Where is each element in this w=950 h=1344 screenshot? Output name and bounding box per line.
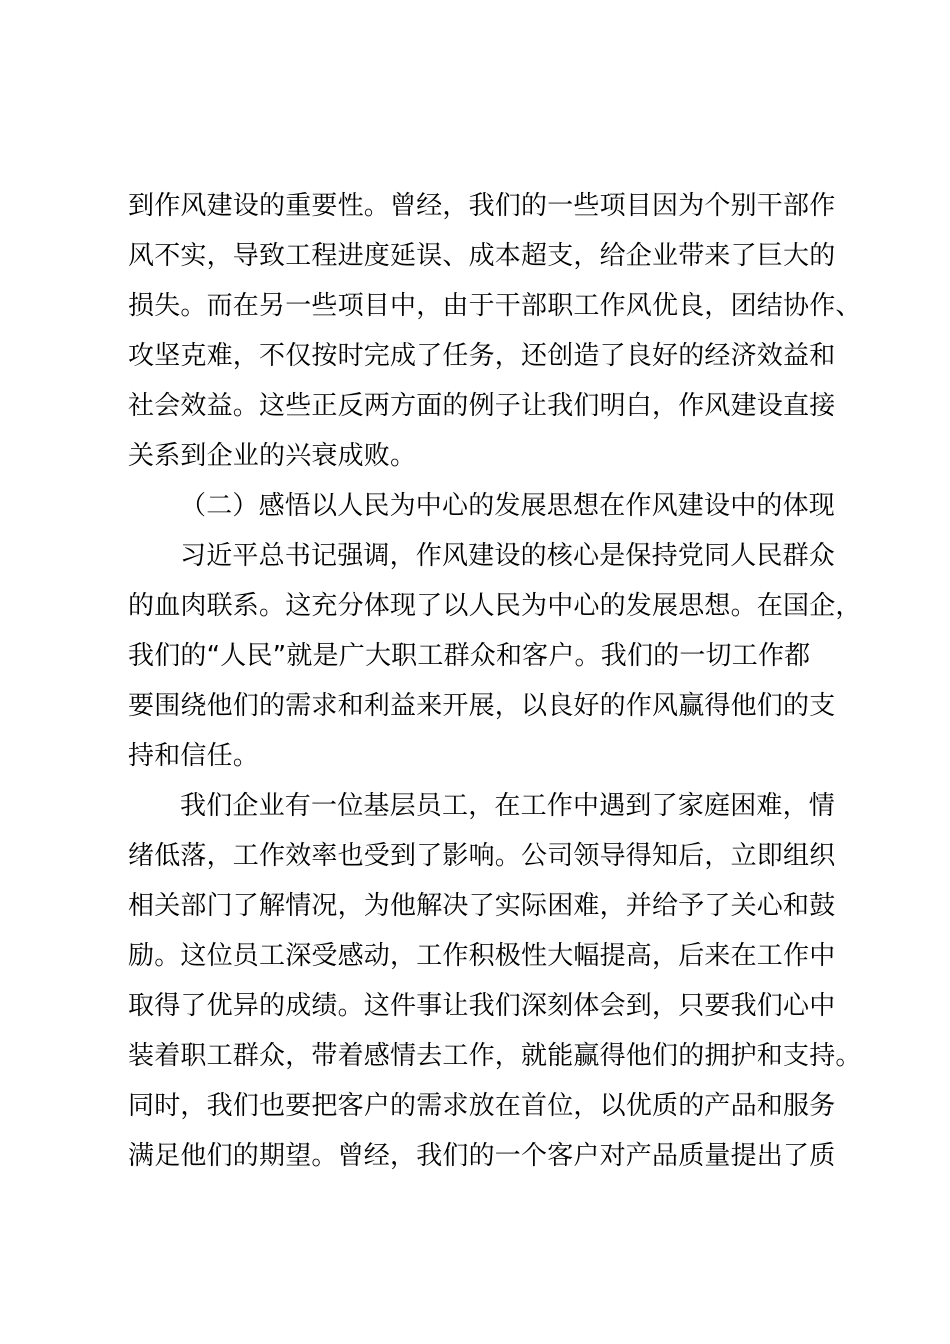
- body-text: [128, 181, 862, 1181]
- text-line: 满足他们的期望。曾经，我们的一个客户对产品质量提出了质: [128, 1141, 836, 1171]
- text-line: 关系到企业的兴衰成败。: [128, 441, 417, 471]
- text-line: 要围绕他们的需求和利益来开展，以良好的作风赢得他们的支: [128, 691, 836, 721]
- text-line: 攻坚克难，不仅按时完成了任务，还创造了良好的经济效益和: [128, 341, 836, 371]
- text-line: 的血肉联系。这充分体现了以人民为中心的发展思想。在国企，: [128, 591, 862, 621]
- section-heading: （二）感悟以人民为中心的发展思想在作风建设中的体现: [180, 491, 836, 521]
- text-line: 我们企业有一位基层员工，在工作中遇到了家庭困难，情: [180, 791, 836, 821]
- text-line: 装着职工群众，带着感情去工作，就能赢得他们的拥护和支持。: [128, 1041, 862, 1071]
- text-line: 同时，我们也要把客户的需求放在首位，以优质的产品和服务: [128, 1091, 836, 1121]
- text-line: 相关部门了解情况，为他解决了实际困难，并给予了关心和鼓: [128, 891, 836, 921]
- text-line: 取得了优异的成绩。这件事让我们深刻体会到，只要我们心中: [128, 991, 836, 1021]
- text-line: 习近平总书记强调，作风建设的核心是保持党同人民群众: [180, 541, 836, 571]
- text-line: 我们的“人民”就是广大职工群众和客户。我们的一切工作都: [128, 641, 811, 671]
- text-line: 持和信任。: [128, 741, 260, 771]
- text-line: 到作风建设的重要性。曾经，我们的一些项目因为个别干部作: [128, 191, 836, 221]
- text-line: 绪低落，工作效率也受到了影响。公司领导得知后，立即组织: [128, 841, 836, 871]
- text-line: 励。这位员工深受感动，工作积极性大幅提高，后来在工作中: [128, 941, 836, 971]
- text-line: 损失。而在另一些项目中，由于干部职工作风优良，团结协作、: [128, 291, 862, 321]
- text-line: 社会效益。这些正反两方面的例子让我们明白，作风建设直接: [128, 391, 836, 421]
- text-line: 风不实，导致工程进度延误、成本超支，给企业带来了巨大的: [128, 241, 836, 271]
